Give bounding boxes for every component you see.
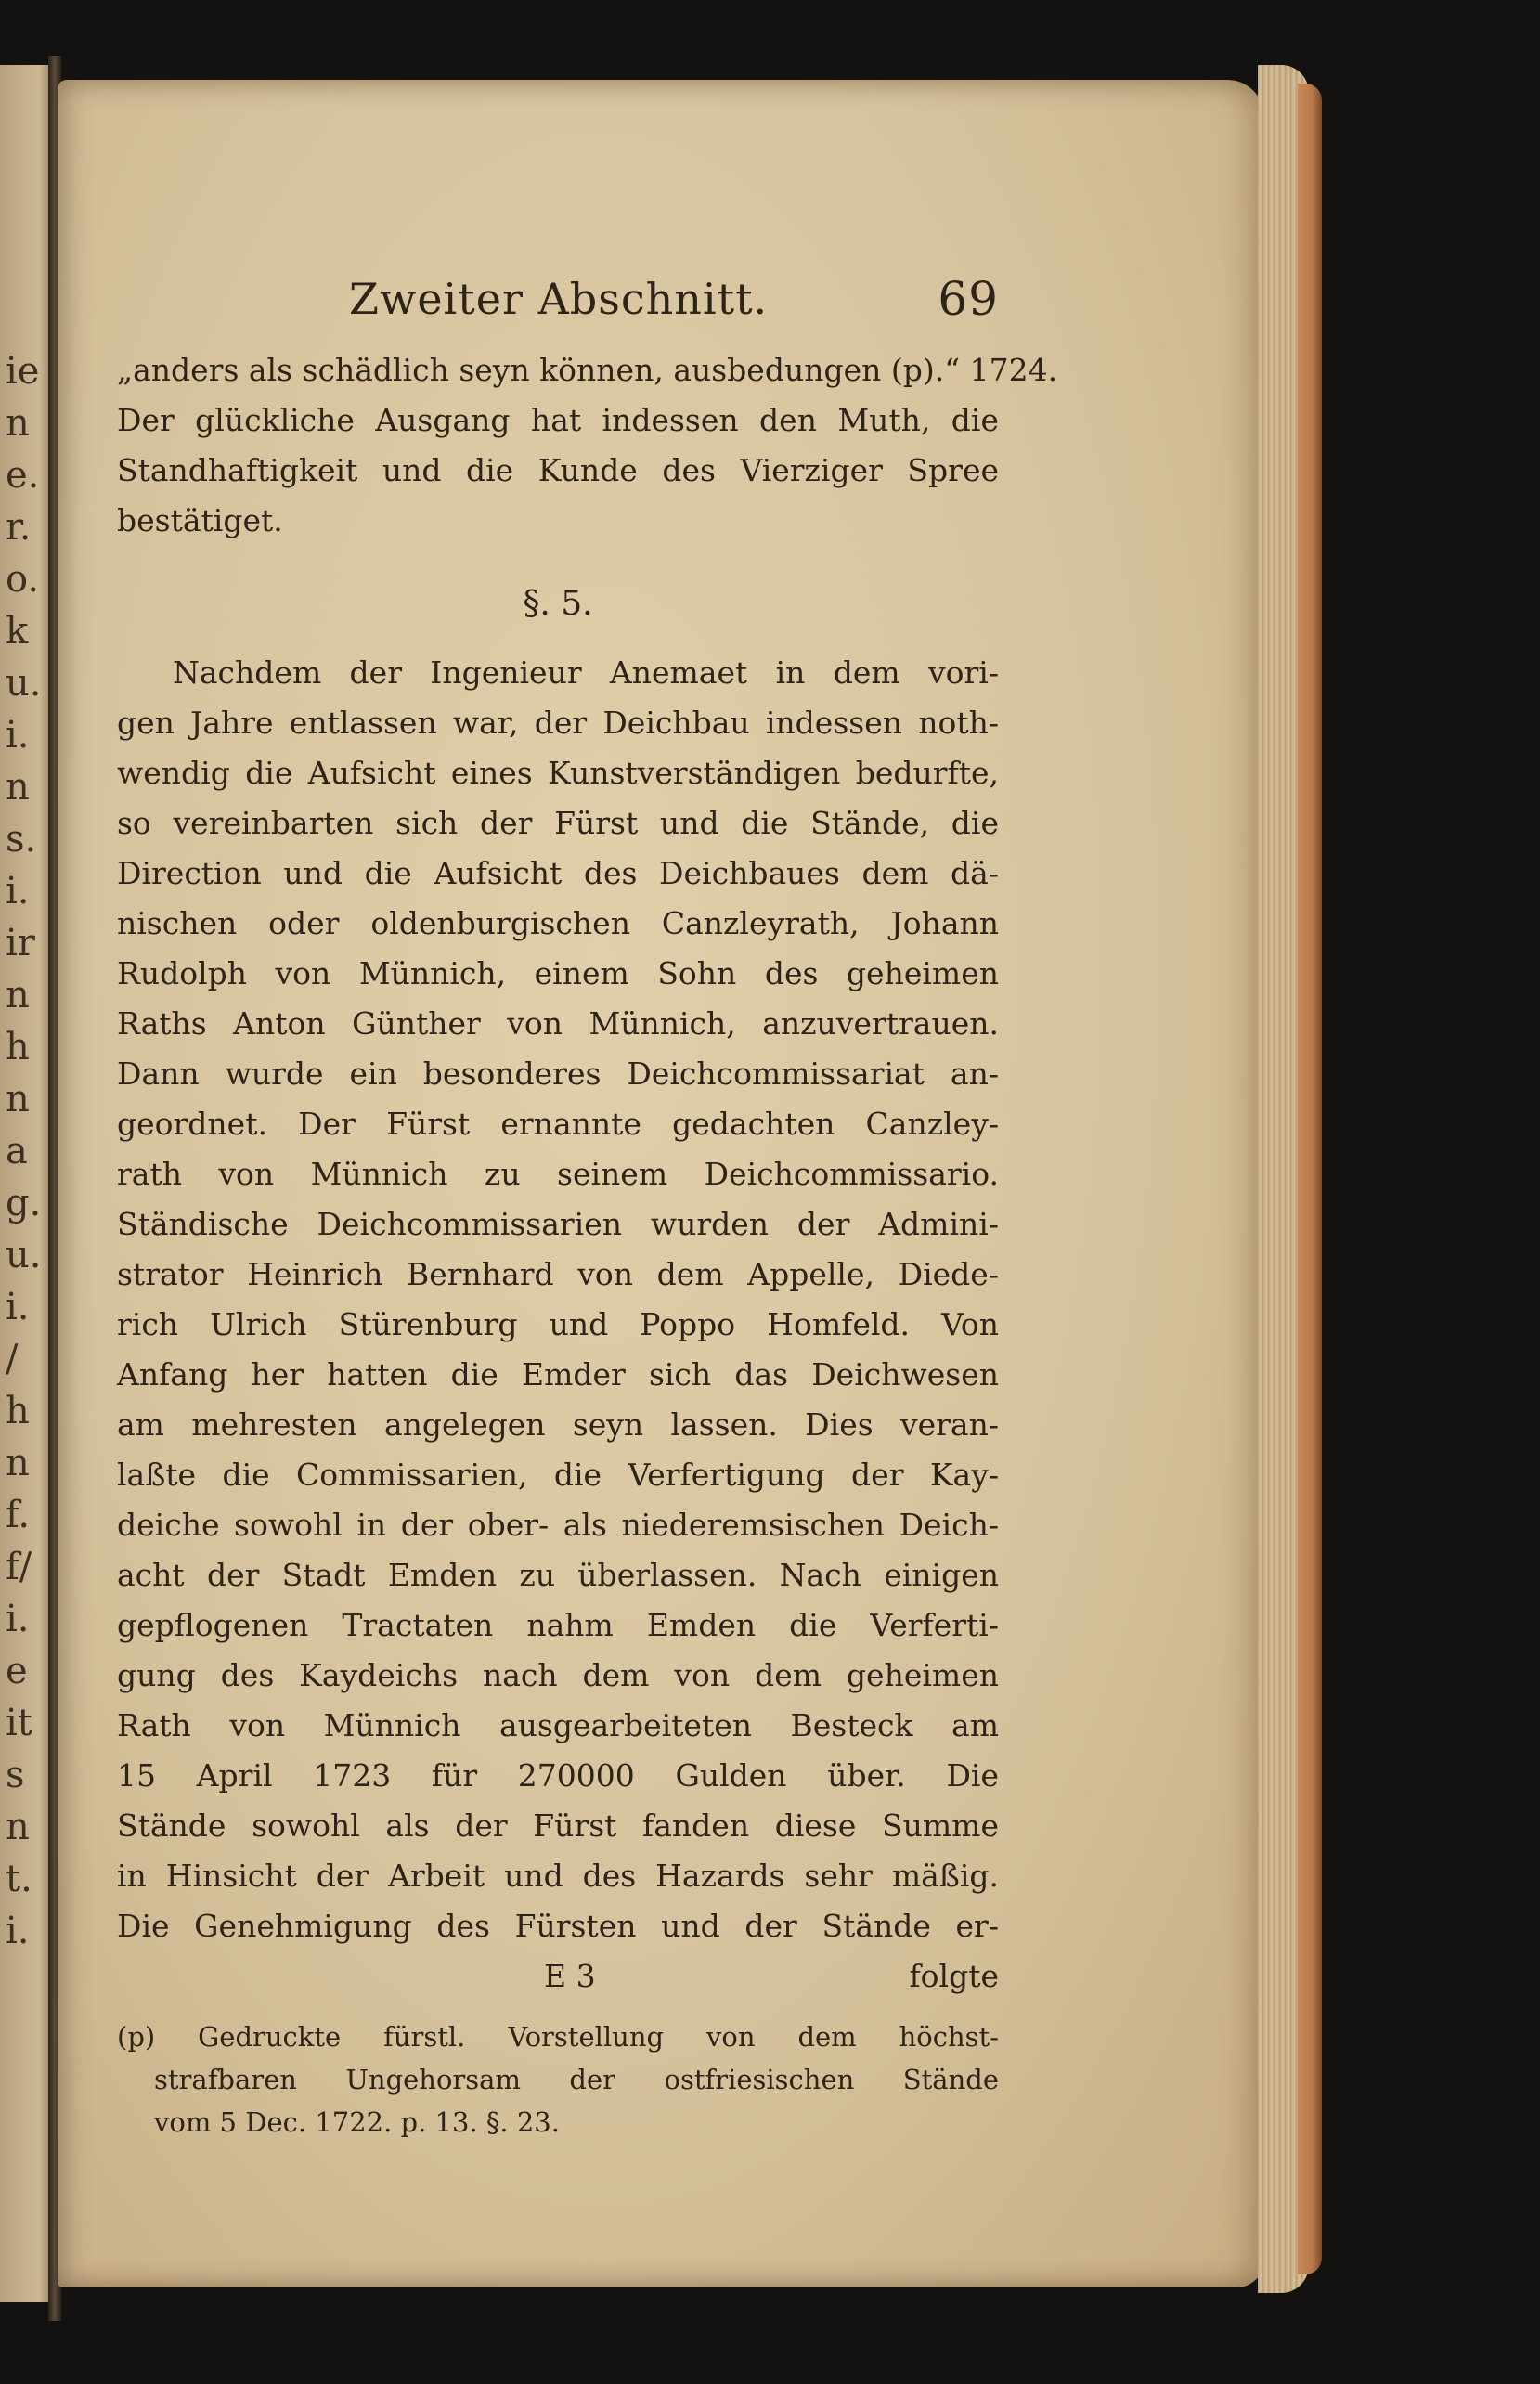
facing-page-fragment: a xyxy=(6,1130,28,1173)
facing-page-fragment: it xyxy=(6,1702,32,1744)
text-line: rich Ulrich Stürenburg und Poppo Homfeld. Von xyxy=(117,1306,999,1342)
left-page-edge xyxy=(0,65,56,2302)
text-line: Dann wurde ein besonderes Deichcommissariat an- xyxy=(117,1056,999,1092)
facing-page-fragment: ie xyxy=(6,350,40,393)
book-cover-edge xyxy=(1298,84,1322,2274)
facing-page-fragment: e. xyxy=(6,454,40,497)
text-line: deiche sowohl in der ober- als niederemsischen Deich- xyxy=(117,1507,999,1543)
signature-line xyxy=(117,1953,999,2000)
text-line: wendig die Aufsicht eines Kunstverständigen bedurfte, xyxy=(117,755,999,791)
facing-page-fragment: f. xyxy=(6,1494,31,1536)
text-line: bestätiget. xyxy=(117,502,283,538)
facing-page-fragment: e xyxy=(6,1650,28,1692)
section-heading: §. 5. xyxy=(523,585,593,623)
facing-page-fragment: r. xyxy=(6,506,32,549)
text-line: nischen oder oldenburgischen Canzleyrath, Johann xyxy=(117,905,999,941)
facing-page-fragment: f/ xyxy=(6,1546,32,1588)
text-line: Rath von Münnich ausgearbeiteten Besteck am xyxy=(117,1707,999,1743)
facing-page-fragment: g. xyxy=(6,1182,42,1224)
facing-page-fragment: i. xyxy=(6,1598,30,1640)
facing-page-fragment: h xyxy=(6,1390,30,1432)
text-line: gen Jahre entlassen war, der Deichbau indessen noth- xyxy=(117,705,999,741)
footnote-line: (p) Gedruckte fürstl. Vorstellung von dem höchst- xyxy=(117,2021,999,2053)
facing-page-fragment: i. xyxy=(6,1286,30,1328)
text-line: Raths Anton Günther von Münnich, anzuvertrauen. xyxy=(117,1005,999,1042)
facing-page-fragment: n xyxy=(6,1078,30,1121)
facing-page-fragment: u. xyxy=(6,1234,42,1276)
facing-page-fragment: n xyxy=(6,1806,30,1848)
text-line: „anders als schädlich seyn können, ausbedungen (p).“ 1724. xyxy=(117,352,1058,388)
facing-page-fragment: / xyxy=(6,1338,19,1380)
text-line: gung des Kaydeichs nach dem von dem geheimen xyxy=(117,1657,999,1693)
running-title: Zweiter Abschnitt. xyxy=(349,274,769,324)
text-line: Stände sowohl als der Fürst fanden diese Summe xyxy=(117,1807,999,1844)
text-line: geordnet. Der Fürst ernannte gedachten Canzley- xyxy=(117,1106,999,1142)
facing-page-fragment: n xyxy=(6,974,30,1017)
facing-page-fragment: h xyxy=(6,1026,30,1069)
facing-page-fragment: s xyxy=(6,1754,25,1796)
text-line: Ständische Deichcommissarien wurden der Admini- xyxy=(117,1206,999,1242)
text-line: Anfang her hatten die Emder sich das Deichwesen xyxy=(117,1356,999,1393)
printer-signature: E 3 xyxy=(544,1958,596,1994)
running-head xyxy=(117,269,999,329)
text-line: acht der Stadt Emden zu überlassen. Nach einigen xyxy=(117,1557,999,1593)
page-number: 69 xyxy=(938,272,999,326)
facing-page-fragment: i. xyxy=(6,1910,30,1952)
text-line: Nachdem der Ingenieur Anemaet in dem vori- xyxy=(173,654,999,691)
text-line: in Hinsicht der Arbeit und des Hazards sehr mäßig. xyxy=(117,1858,999,1894)
facing-page-fragment: ir xyxy=(6,922,35,965)
facing-page-fragment: o. xyxy=(6,558,40,601)
text-line: Rudolph von Münnich, einem Sohn des geheimen xyxy=(117,955,999,991)
text-line: 15 April 1723 für 270000 Gulden über. Die xyxy=(117,1757,999,1794)
text-line: Standhaftigkeit und die Kunde des Vierziger Spree xyxy=(117,452,999,488)
facing-page-fragment: i. xyxy=(6,714,30,757)
facing-page-fragment: n xyxy=(6,1442,30,1484)
footnote-line: vom 5 Dec. 1722. p. 13. §. 23. xyxy=(154,2106,560,2138)
text-line: Die Genehmigung des Fürsten und der Stände er- xyxy=(117,1908,999,1944)
text-line: am mehresten angelegen seyn lassen. Dies veran- xyxy=(117,1406,999,1443)
text-line: rath von Münnich zu seinem Deichcommissario. xyxy=(117,1156,999,1192)
footnote-line: strafbaren Ungehorsam der ostfriesischen Stände xyxy=(154,2064,999,2095)
facing-page-fragment: n xyxy=(6,402,30,445)
facing-page-fragment: i. xyxy=(6,870,30,913)
facing-page-fragment: n xyxy=(6,766,30,809)
catchword: folgte xyxy=(909,1958,999,1994)
text-line: laßte die Commissarien, die Verfertigung der Kay- xyxy=(117,1457,999,1493)
facing-page-fragment: k xyxy=(6,610,29,653)
text-line: so vereinbarten sich der Fürst und die Stände, die xyxy=(117,805,999,841)
facing-page-fragment: t. xyxy=(6,1858,32,1900)
text-line: Der glückliche Ausgang hat indessen den Muth, die xyxy=(117,402,999,438)
text-line: Direction und die Aufsicht des Deichbaues dem dä- xyxy=(117,855,999,891)
text-line: strator Heinrich Bernhard von dem Appelle, Diede- xyxy=(117,1256,999,1292)
text-line: gepflogenen Tractaten nahm Emden die Verferti- xyxy=(117,1607,999,1643)
facing-page-fragment: u. xyxy=(6,662,42,705)
facing-page-fragment: s. xyxy=(6,818,37,861)
